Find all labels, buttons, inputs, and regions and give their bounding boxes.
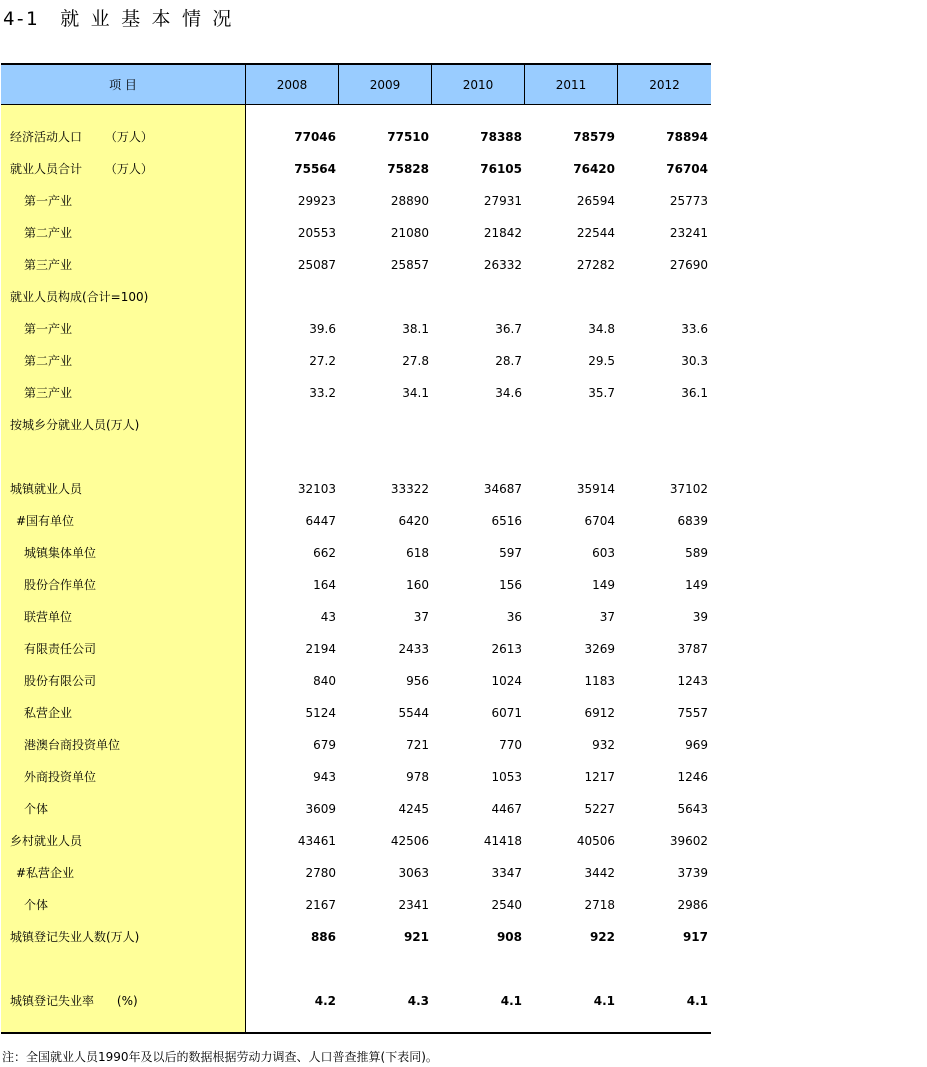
- cell-value: 27.2: [309, 354, 336, 368]
- row-label: 城镇就业人员: [10, 482, 83, 496]
- cell-value: 21080: [390, 226, 429, 240]
- cell-value: 28890: [390, 194, 429, 208]
- cell-value: [246, 953, 336, 985]
- footnote: 注：全国就业人员1990年及以后的数据根据劳动力调查、人口普查推算(下表同)。: [2, 1050, 438, 1064]
- table-title: 4-1 就 业 基 本 情 况: [3, 8, 232, 30]
- cell-value: 76704: [666, 162, 708, 176]
- cell-value: [525, 953, 615, 985]
- cell-value: 27.8: [402, 354, 429, 368]
- cell-value: 43: [320, 610, 336, 624]
- cell-value: 27282: [576, 258, 615, 272]
- cell-value: [339, 409, 429, 441]
- cell-value: 956: [406, 674, 429, 688]
- cell-value: [618, 281, 708, 313]
- cell-value: 26594: [576, 194, 615, 208]
- cell-value: 38.1: [402, 322, 429, 336]
- cell-value: 77046: [294, 130, 336, 144]
- cell-value: 6704: [584, 514, 615, 528]
- table-row: [1, 313, 711, 345]
- cell-value: 75564: [294, 162, 336, 176]
- cell-value: [246, 409, 336, 441]
- header-year: 2011: [524, 65, 617, 104]
- cell-value: [432, 409, 522, 441]
- row-label: 第一产业: [24, 194, 73, 208]
- cell-value: 1217: [584, 770, 615, 784]
- cell-value: 43461: [297, 834, 336, 848]
- cell-value: 22544: [576, 226, 615, 240]
- cell-value: 1024: [491, 674, 522, 688]
- cell-value: [339, 281, 429, 313]
- cell-value: 34687: [483, 482, 522, 496]
- row-label: 联营单位: [24, 610, 73, 624]
- header-year: 2009: [338, 65, 431, 104]
- cell-value: 33322: [390, 482, 429, 496]
- row-label: 第一产业: [24, 322, 73, 336]
- cell-value: 78894: [666, 130, 708, 144]
- cell-value: [432, 281, 522, 313]
- row-label: 个体: [24, 802, 49, 816]
- cell-value: 25773: [669, 194, 708, 208]
- cell-value: 76105: [480, 162, 522, 176]
- cell-value: 35914: [576, 482, 615, 496]
- cell-value: 23241: [669, 226, 708, 240]
- row-label: 个体: [24, 898, 49, 912]
- cell-value: 6071: [491, 706, 522, 720]
- table-row: [1, 281, 711, 313]
- table-row: [1, 665, 711, 697]
- row-label: 城镇集体单位: [24, 546, 97, 560]
- cell-value: 4.1: [593, 994, 615, 1008]
- cell-value: 36: [506, 610, 522, 624]
- cell-value: 4.3: [407, 994, 429, 1008]
- cell-value: 156: [499, 578, 522, 592]
- cell-value: 770: [499, 738, 522, 752]
- cell-value: [432, 441, 522, 473]
- row-label: 第二产业: [24, 226, 73, 240]
- row-label: 按城乡分就业人员(万人): [10, 418, 140, 432]
- header-item: 项 目: [109, 78, 137, 92]
- row-label: 城镇登记失业率 (%): [10, 994, 138, 1008]
- row-label: 港澳台商投资单位: [24, 738, 121, 752]
- cell-value: 3269: [584, 642, 615, 656]
- cell-value: 42506: [390, 834, 429, 848]
- row-label: 就业人员构成(合计=100): [10, 290, 149, 304]
- table-row: [1, 729, 711, 761]
- table-row: [1, 217, 711, 249]
- cell-value: 917: [682, 930, 708, 944]
- cell-value: 36.7: [495, 322, 522, 336]
- cell-value: 1053: [491, 770, 522, 784]
- table-row: [1, 537, 711, 569]
- table-row: [1, 249, 711, 281]
- cell-value: 36.1: [681, 386, 708, 400]
- cell-value: 35.7: [588, 386, 615, 400]
- row-label: 城镇登记失业人数(万人): [10, 930, 140, 944]
- cell-value: 886: [310, 930, 336, 944]
- cell-value: 922: [589, 930, 615, 944]
- cell-value: 33.2: [309, 386, 336, 400]
- employment-table: [1, 63, 711, 1034]
- row-label: 第三产业: [24, 386, 73, 400]
- cell-value: [246, 441, 336, 473]
- cell-value: 662: [313, 546, 336, 560]
- cell-value: 76420: [573, 162, 615, 176]
- cell-value: 1183: [584, 674, 615, 688]
- cell-value: 932: [592, 738, 615, 752]
- cell-value: 969: [685, 738, 708, 752]
- table-row: [1, 473, 711, 505]
- cell-value: 30.3: [681, 354, 708, 368]
- cell-value: 6420: [398, 514, 429, 528]
- cell-value: 29923: [297, 194, 336, 208]
- cell-value: 3787: [677, 642, 708, 656]
- cell-value: 618: [406, 546, 429, 560]
- table-row: [1, 633, 711, 665]
- cell-value: 3442: [584, 866, 615, 880]
- cell-value: 1243: [677, 674, 708, 688]
- cell-value: 721: [406, 738, 429, 752]
- cell-value: 3609: [305, 802, 336, 816]
- header-year: 2008: [245, 65, 338, 104]
- cell-value: 2613: [491, 642, 522, 656]
- cell-value: 4467: [491, 802, 522, 816]
- cell-value: 34.6: [495, 386, 522, 400]
- cell-value: 840: [313, 674, 336, 688]
- table-row: [1, 761, 711, 793]
- cell-value: 78579: [573, 130, 615, 144]
- row-label: 股份合作单位: [24, 578, 97, 592]
- table-header: [1, 63, 711, 105]
- cell-value: 32103: [297, 482, 336, 496]
- header-year: 2010: [431, 65, 524, 104]
- cell-value: 75828: [387, 162, 429, 176]
- cell-value: 943: [313, 770, 336, 784]
- cell-value: 2780: [305, 866, 336, 880]
- table-row: [1, 121, 711, 153]
- cell-value: 39602: [669, 834, 708, 848]
- table-row: [1, 953, 711, 985]
- cell-value: 149: [592, 578, 615, 592]
- table-row: [1, 153, 711, 185]
- cell-value: 7557: [677, 706, 708, 720]
- cell-value: 29.5: [588, 354, 615, 368]
- table-row: [1, 793, 711, 825]
- cell-value: 3347: [491, 866, 522, 880]
- cell-value: 5124: [305, 706, 336, 720]
- cell-value: 3739: [677, 866, 708, 880]
- cell-value: 40506: [576, 834, 615, 848]
- cell-value: [618, 409, 708, 441]
- row-label: 乡村就业人员: [10, 834, 83, 848]
- cell-value: 5643: [677, 802, 708, 816]
- row-label: 就业人员合计 （万人）: [10, 162, 153, 176]
- cell-value: 4.2: [314, 994, 336, 1008]
- table-row: [1, 889, 711, 921]
- cell-value: 2194: [305, 642, 336, 656]
- table-row: [1, 921, 711, 953]
- row-label: 股份有限公司: [24, 674, 97, 688]
- row-label: 有限责任公司: [24, 642, 97, 656]
- cell-value: [246, 281, 336, 313]
- row-label: 私营企业: [24, 706, 73, 720]
- cell-value: 28.7: [495, 354, 522, 368]
- table-row: [1, 569, 711, 601]
- row-label: #国有单位: [16, 514, 75, 528]
- cell-value: 589: [685, 546, 708, 560]
- cell-value: 34.1: [402, 386, 429, 400]
- cell-value: 5544: [398, 706, 429, 720]
- cell-value: 39: [692, 610, 708, 624]
- cell-value: 37: [599, 610, 615, 624]
- row-label: 第二产业: [24, 354, 73, 368]
- cell-value: [525, 281, 615, 313]
- cell-value: 6839: [677, 514, 708, 528]
- table-row: [1, 505, 711, 537]
- cell-value: 27931: [483, 194, 522, 208]
- cell-value: 4.1: [500, 994, 522, 1008]
- cell-value: 2986: [677, 898, 708, 912]
- bottom-rule: [1, 1032, 711, 1034]
- cell-value: 37: [413, 610, 429, 624]
- cell-value: 2341: [398, 898, 429, 912]
- cell-value: 3063: [398, 866, 429, 880]
- table-row: [1, 409, 711, 441]
- table-row: [1, 825, 711, 857]
- cell-value: 6912: [584, 706, 615, 720]
- cell-value: 77510: [387, 130, 429, 144]
- table-row: [1, 601, 711, 633]
- cell-value: [618, 953, 708, 985]
- cell-value: 25857: [390, 258, 429, 272]
- cell-value: 26332: [483, 258, 522, 272]
- table-row: [1, 377, 711, 409]
- cell-value: 679: [313, 738, 336, 752]
- cell-value: 160: [406, 578, 429, 592]
- table-row: [1, 185, 711, 217]
- cell-value: 78388: [480, 130, 522, 144]
- cell-value: 27690: [669, 258, 708, 272]
- cell-value: 149: [685, 578, 708, 592]
- cell-value: 34.8: [588, 322, 615, 336]
- cell-value: 41418: [483, 834, 522, 848]
- cell-value: 921: [403, 930, 429, 944]
- table-row: [1, 441, 711, 473]
- cell-value: 4.1: [686, 994, 708, 1008]
- cell-value: [339, 441, 429, 473]
- cell-value: 2167: [305, 898, 336, 912]
- cell-value: 2433: [398, 642, 429, 656]
- cell-value: 39.6: [309, 322, 336, 336]
- cell-value: [525, 441, 615, 473]
- cell-value: 6447: [305, 514, 336, 528]
- header-year: 2012: [617, 65, 711, 104]
- row-label: 外商投资单位: [24, 770, 97, 784]
- cell-value: 21842: [483, 226, 522, 240]
- cell-value: [525, 409, 615, 441]
- table-row: [1, 985, 711, 1017]
- cell-value: 33.6: [681, 322, 708, 336]
- table-row: [1, 345, 711, 377]
- cell-value: 2718: [584, 898, 615, 912]
- cell-value: 164: [313, 578, 336, 592]
- cell-value: 25087: [297, 258, 336, 272]
- table-row: [1, 857, 711, 889]
- cell-value: 597: [499, 546, 522, 560]
- cell-value: 4245: [398, 802, 429, 816]
- cell-value: 978: [406, 770, 429, 784]
- cell-value: [432, 953, 522, 985]
- cell-value: 603: [592, 546, 615, 560]
- cell-value: 1246: [677, 770, 708, 784]
- table-row: [1, 697, 711, 729]
- cell-value: 908: [496, 930, 522, 944]
- cell-value: [339, 953, 429, 985]
- cell-value: 37102: [669, 482, 708, 496]
- row-label: 经济活动人口 （万人）: [10, 130, 153, 144]
- cell-value: 20553: [297, 226, 336, 240]
- cell-value: [618, 441, 708, 473]
- row-label: #私营企业: [16, 866, 75, 880]
- cell-value: 2540: [491, 898, 522, 912]
- cell-value: 6516: [491, 514, 522, 528]
- row-label: 第三产业: [24, 258, 73, 272]
- cell-value: 5227: [584, 802, 615, 816]
